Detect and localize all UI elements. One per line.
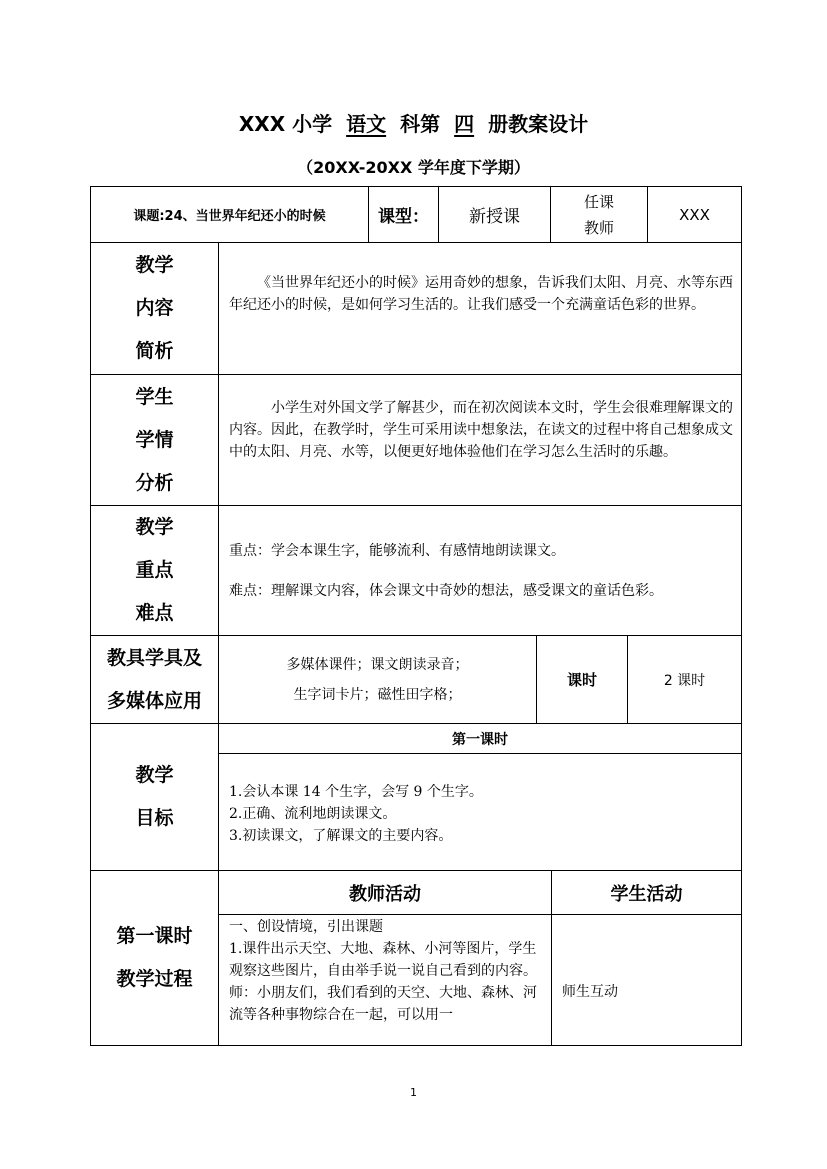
volume-suffix: 册教案设计	[488, 112, 589, 136]
teacher-activity-line: 师：小朋友们，我们看到的天空、大地、森林、河流等各种事物综合在一起，可以用一	[229, 985, 537, 1023]
objectives-label-2: 目标	[135, 807, 174, 829]
school-name: XXX 小学	[238, 112, 333, 136]
materials-line-1: 多媒体课件；课文朗读录音；	[286, 656, 469, 673]
materials-label-1: 教具学具及	[106, 646, 202, 669]
student-activity-header: 学生活动	[610, 883, 683, 905]
objectives-period-cell	[218, 723, 742, 754]
topic-cell	[90, 186, 369, 243]
content-summary-label-3: 简析	[135, 340, 174, 362]
teacher-activity-line: 一、创设情境，引出课题	[229, 919, 383, 935]
teacher-label-line2: 教师	[583, 218, 614, 237]
objectives-label-cell	[90, 723, 219, 871]
key-points-label-3: 难点	[135, 602, 174, 624]
student-analysis-text: 小学生对外国文学了解甚少，而在初次阅读本文时，学生会很难理解课文的内容。因此，在教学时，学生可采用读中想象法，在读文的过程中将自己想象成文中的太阳、月亮、水等，以便更好地体验他们在学习怎么生活时的乐趣。	[229, 400, 733, 460]
materials-text-cell	[218, 635, 537, 724]
teacher-label-cell	[550, 186, 648, 243]
teacher-value: XXX	[679, 205, 710, 224]
objectives-period: 第一课时	[452, 731, 508, 748]
objectives-label-1: 教学	[135, 764, 174, 786]
type-label: 课型：	[378, 207, 429, 227]
teacher-activity-line: 1.课件出示天空、大地、森林、小河等图片，学生观察这些图片，自由举手说一说自己看到的内容。	[229, 941, 537, 979]
content-summary-label-cell	[90, 242, 219, 375]
teacher-value-cell	[647, 186, 742, 243]
document-title	[0, 108, 827, 137]
student-activity-header-cell	[551, 870, 742, 915]
hours-label-cell	[536, 635, 628, 724]
student-activity-cell	[551, 914, 742, 1046]
objective-item: 2.正确、流利地朗读课文。	[229, 806, 397, 822]
objective-item: 1.会认本课 14 个生字，会写 9 个生字。	[229, 784, 483, 800]
subject-suffix: 科第	[400, 112, 441, 136]
content-summary-label-2: 内容	[135, 297, 174, 319]
type-value: 新授课	[469, 207, 520, 227]
type-label-cell	[368, 186, 439, 243]
student-analysis-text-cell	[218, 374, 742, 506]
process-label-cell	[90, 870, 219, 1046]
hours-value: 2 课时	[663, 672, 706, 689]
student-analysis-label-2: 学情	[135, 428, 174, 451]
subject-name: 语文	[346, 112, 387, 136]
content-summary-text-cell	[218, 242, 742, 375]
key-point-text: 重点：学会本课生字，能够流利、有感情地朗读课文。	[229, 543, 565, 559]
teacher-activity-header-cell	[218, 870, 552, 915]
type-value-cell	[438, 186, 551, 243]
volume-number: 四	[454, 112, 475, 136]
teacher-label-line1: 任课	[583, 192, 614, 211]
key-points-label-cell	[90, 505, 219, 636]
student-analysis-label-3: 分析	[135, 471, 174, 494]
process-label-2: 教学过程	[116, 968, 193, 990]
key-points-text-cell	[218, 505, 742, 636]
topic-text: 课题:24、当世界年纪还小的时候	[133, 209, 326, 224]
materials-line-2: 生字词卡片；磁性田字格；	[293, 686, 462, 703]
materials-label-2: 多媒体应用	[106, 689, 202, 712]
student-analysis-label-1: 学生	[135, 385, 174, 408]
page-number: 1	[410, 1086, 417, 1099]
teacher-activity-cell	[218, 914, 552, 1046]
student-activity-text: 师生互动	[562, 984, 618, 1000]
objectives-list-cell	[218, 753, 742, 871]
content-summary-text: 《当世界年纪还小的时候》运用奇妙的想象，告诉我们太阳、月亮、水等东西年纪还小的时候，是如何学习生活的。让我们感受一个充满童话色彩的世界。	[229, 275, 733, 313]
objective-item: 3.初读课文，了解课文的主要内容。	[229, 828, 453, 844]
materials-label-cell	[90, 635, 219, 724]
teacher-activity-header: 教师活动	[349, 883, 421, 905]
hours-label: 课时	[566, 671, 597, 689]
key-points-label-1: 教学	[135, 516, 174, 538]
key-points-label-2: 重点	[135, 559, 174, 581]
content-summary-label-1: 教学	[135, 254, 174, 276]
process-label-1: 第一课时	[116, 925, 193, 947]
student-analysis-label-cell	[90, 374, 219, 506]
hours-value-cell	[627, 635, 742, 724]
difficulty-text: 难点：理解课文内容，体会课文中奇妙的想法，感受课文的童话色彩。	[229, 583, 663, 599]
document-subtitle: （20XX-20XX 学年度下学期）	[297, 158, 530, 177]
